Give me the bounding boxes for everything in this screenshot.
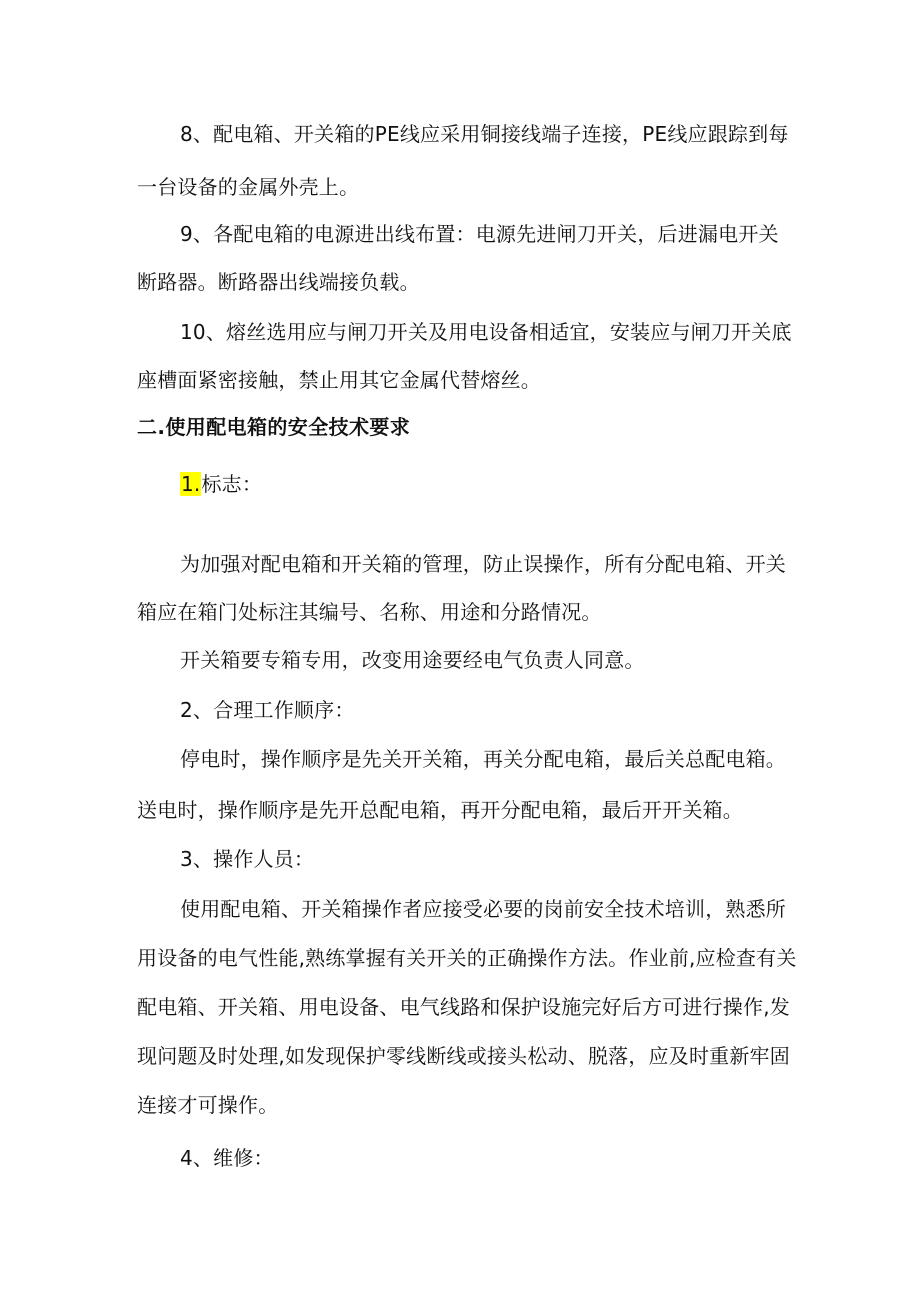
subheading-maintenance: 4、维修：	[180, 1146, 274, 1170]
highlighted-number: 1.	[181, 472, 201, 496]
operators-line-1: 使用配电箱、开关箱操作者应接受必要的岗前安全技术培训，熟悉所	[180, 897, 786, 921]
order-line-1: 停电时，操作顺序是先关开关箱，再关分配电箱，最后关总配电箱。	[180, 747, 786, 771]
dedicated-box-paragraph: 开关箱要专箱专用，改变用途要经电气负责人同意。	[180, 648, 645, 672]
item-10-line-1: 10、熔丝选用应与闸刀开关及用电设备相适宜，安装应与闸刀开关底	[180, 320, 792, 344]
section-heading: 二.使用配电箱的安全技术要求	[137, 415, 411, 439]
item-8-line-1: 8、配电箱、开关箱的PE线应采用铜接线端子连接，PE线应跟踪到每	[180, 122, 789, 146]
item-9-line-2: 断路器。断路器出线端接负载。	[137, 270, 420, 294]
marks-paragraph-line-1: 为加强对配电箱和开关箱的管理，防止误操作，所有分配电箱、开关	[180, 552, 786, 576]
subheading-order: 2、合理工作顺序：	[180, 698, 355, 722]
subheading-operators: 3、操作人员：	[180, 847, 315, 871]
item-9-line-1: 9、各配电箱的电源进出线布置：电源先进闸刀开关，后进漏电开关	[180, 222, 779, 246]
item-10-line-2: 座槽面紧密接触，禁止用其它金属代替熔丝。	[137, 368, 541, 392]
subheading-marks-label: 标志：	[201, 472, 263, 496]
operators-line-5: 连接才可操作。	[137, 1093, 279, 1117]
operators-line-3: 配电箱、开关箱、用电设备、电气线路和保护设施完好后方可进行操作,发	[137, 995, 790, 1019]
item-8-line-2: 一台设备的金属外壳上。	[137, 175, 360, 199]
subheading-marks	[180, 470, 262, 498]
operators-line-2: 用设备的电气性能,熟练掌握有关开关的正确操作方法。作业前,应检查有关	[137, 946, 797, 970]
marks-paragraph-line-2: 箱应在箱门处标注其编号、名称、用途和分路情况。	[137, 600, 602, 624]
operators-line-4: 现问题及时处理,如发现保护零线断线或接头松动、脱落，应及时重新牢固	[137, 1044, 790, 1068]
order-line-2: 送电时，操作顺序是先开总配电箱，再开分配电箱，最后开开关箱。	[137, 798, 743, 822]
